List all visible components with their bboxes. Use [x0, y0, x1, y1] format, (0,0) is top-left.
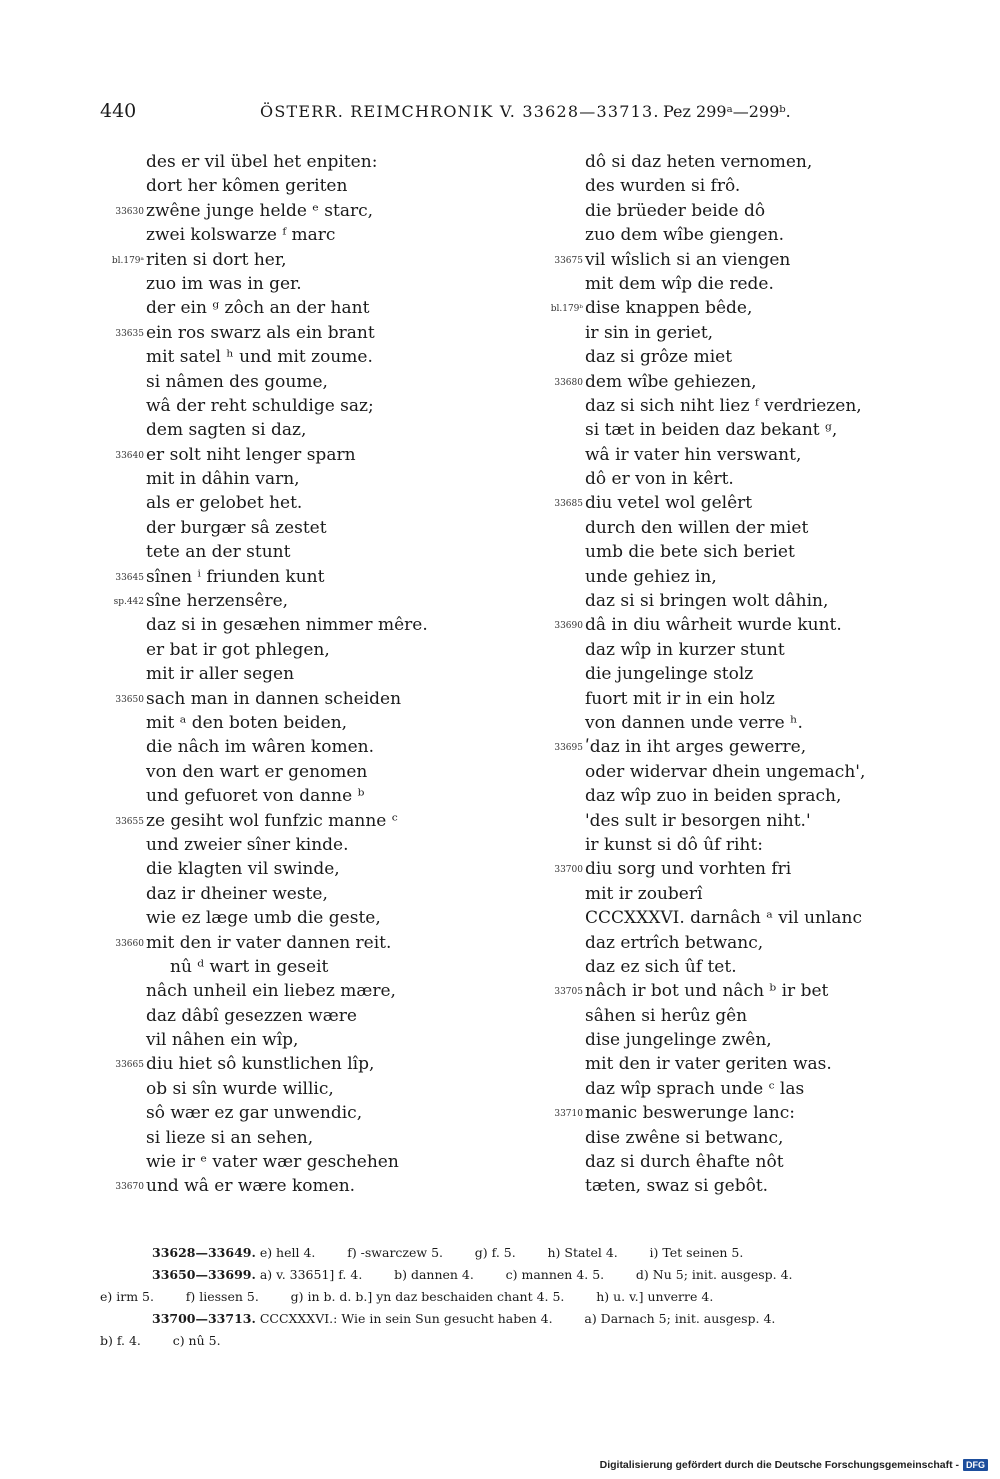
- line-marker: 33710: [554, 1109, 583, 1120]
- verse-text: mit dem wîp die rede.: [585, 273, 774, 294]
- line-marker: bl.179ᵃ: [111, 255, 144, 266]
- verse-text: mit den ir vater geriten was.: [585, 1054, 832, 1075]
- footnote-line: [100, 1330, 960, 1352]
- verse-text: manic beswerunge lanc:: [585, 1103, 795, 1124]
- footnote-range: 33650—33699.: [152, 1267, 256, 1282]
- footnote-text: CCCXXXVI.: Wie in sein Sun gesucht haben 4. a) Darnach 5; init. ausgesp. 4.: [259, 1311, 776, 1326]
- verse-text: daz ir dheiner weste,: [146, 883, 328, 904]
- verse-text: fuort mit ir in ein holz: [585, 688, 775, 709]
- line-marker: 33650: [115, 694, 144, 705]
- verse-line: [100, 1150, 540, 1174]
- verse-text: dise jungelinge zwên,: [585, 1030, 772, 1051]
- line-marker: 33635: [115, 328, 144, 339]
- verse-line: [545, 443, 965, 467]
- verse-line: [100, 1126, 540, 1150]
- verse-line: [545, 150, 965, 174]
- verse-text: mit ir zouberî: [585, 883, 703, 904]
- verse-line: [545, 516, 965, 540]
- verse-text: ʹdaz in iht arges gewerre,: [585, 737, 807, 758]
- funding-text: Digitalisierung gefördert durch die Deutsche Forschungsgemeinschaft -: [599, 1459, 959, 1471]
- verse-line: [100, 906, 540, 930]
- dfg-logo: DFG: [963, 1459, 988, 1471]
- line-marker: 33655: [115, 816, 144, 827]
- verse-text: des er vil übel het enpiten:: [146, 152, 378, 172]
- verse-line: [545, 296, 965, 320]
- verse-line: [100, 784, 540, 808]
- verse-text: von dannen unde verre ʰ.: [585, 712, 803, 733]
- right-text-column: [545, 150, 965, 1199]
- line-marker: bl.179ᵇ: [550, 304, 583, 315]
- verse-text: die jungelinge stolz: [585, 664, 754, 685]
- line-marker: 33670: [115, 1182, 144, 1193]
- line-marker: 33685: [554, 499, 583, 510]
- verse-line: [100, 979, 540, 1003]
- verse-text: dort her kômen geriten: [146, 176, 348, 197]
- verse-line: [100, 370, 540, 394]
- verse-line: [100, 589, 540, 613]
- verse-line: [100, 735, 540, 759]
- verse-line: [545, 735, 965, 759]
- verse-text: nû ᵈ wart in geseit: [170, 956, 329, 977]
- verse-line: [100, 199, 540, 223]
- footnote-text: b) f. 4. c) nû 5.: [100, 1333, 221, 1348]
- verse-text: ob si sîn wurde willic,: [146, 1078, 334, 1099]
- verse-line: [545, 589, 965, 613]
- verse-text: dem sagten si daz,: [146, 420, 307, 441]
- verse-line: [100, 321, 540, 345]
- verse-line: [100, 760, 540, 784]
- verse-line: [100, 833, 540, 857]
- verse-line: [545, 1028, 965, 1052]
- verse-text: dise zwêne si betwanc,: [585, 1127, 784, 1148]
- verse-text: daz ez sich ûf tet.: [585, 956, 737, 977]
- verse-line: [545, 540, 965, 564]
- verse-line: [545, 1126, 965, 1150]
- verse-text: daz dâbî gesezzen wære: [146, 1005, 357, 1026]
- verse-line: [100, 1028, 540, 1052]
- verse-text: sô wær ez gar unwendic,: [146, 1103, 363, 1124]
- verse-line: [545, 248, 965, 272]
- verse-text: dem wîbe gehiezen,: [585, 371, 757, 392]
- footnote-line: [100, 1308, 960, 1330]
- verse-text: des wurden si frô.: [585, 176, 741, 197]
- verse-line: [100, 809, 540, 833]
- verse-line: [545, 882, 965, 906]
- verse-text: ir sin in geriet,: [585, 322, 714, 343]
- left-text-column: [100, 150, 540, 1199]
- verse-text: daz wîp zuo in beiden sprach,: [585, 786, 842, 807]
- verse-text: daz si sich niht liez ᶠ verdriezen,: [585, 395, 862, 416]
- footnote-line: [100, 1286, 960, 1308]
- footnotes-apparatus: [100, 1242, 960, 1352]
- verse-text: dô si daz heten vernomen,: [585, 152, 813, 172]
- verse-line: [545, 955, 965, 979]
- verse-line: [100, 394, 540, 418]
- verse-text: mit in dâhin varn,: [146, 469, 300, 490]
- verse-line: [545, 370, 965, 394]
- verse-text: sînen ⁱ friunden kunt: [146, 566, 325, 587]
- verse-line: [100, 882, 540, 906]
- verse-line: [545, 565, 965, 589]
- verse-line: [545, 687, 965, 711]
- verse-text: daz wîp sprach unde ᶜ las: [585, 1078, 805, 1099]
- verse-text: mit satel ʰ und mit zoume.: [146, 347, 373, 368]
- line-marker: 33700: [554, 865, 583, 876]
- line-marker: 33665: [115, 1060, 144, 1071]
- footnote-line: [100, 1264, 960, 1286]
- verse-text: als er gelobet het.: [146, 493, 303, 514]
- verse-line: [545, 174, 965, 198]
- verse-line: [545, 1004, 965, 1028]
- verse-line: [100, 711, 540, 735]
- verse-text: mit ᵃ den boten beiden,: [146, 712, 348, 733]
- verse-line: [545, 1150, 965, 1174]
- verse-line: [100, 857, 540, 881]
- verse-line: [545, 613, 965, 637]
- verse-line: [100, 272, 540, 296]
- verse-text: riten si dort her,: [146, 249, 287, 270]
- verse-text: ir kunst si dô ûf riht:: [585, 834, 763, 855]
- line-marker: 33675: [554, 255, 583, 266]
- line-marker: 33640: [115, 450, 144, 461]
- verse-line: [545, 272, 965, 296]
- verse-line: [545, 394, 965, 418]
- funding-banner: [600, 1459, 988, 1471]
- verse-text: diu vetel wol gelêrt: [585, 493, 753, 514]
- verse-text: zwei kolswarze ᶠ marc: [146, 225, 336, 246]
- verse-text: sâhen si herûz gên: [585, 1005, 748, 1026]
- footnote-text: e) irm 5. f) liessen 5. g) in b. d. b.] yn daz beschaiden chant 4. 5. h) u. v.] unverre 4.: [100, 1289, 714, 1304]
- verse-text: dô er von in kêrt.: [585, 469, 734, 490]
- verse-text: zuo dem wîbe giengen.: [585, 225, 784, 246]
- verse-line: [100, 931, 540, 955]
- verse-line: [545, 809, 965, 833]
- verse-text: daz si in gesæhen nimmer mêre.: [146, 615, 428, 636]
- verse-text: wâ ir vater hin verswant,: [585, 444, 802, 465]
- verse-text: si tæt in beiden daz bekant ᵍ,: [585, 420, 838, 441]
- verse-line: [100, 540, 540, 564]
- line-marker: 33690: [554, 621, 583, 632]
- verse-text: und wâ er wære komen.: [146, 1176, 356, 1197]
- verse-line: [545, 491, 965, 515]
- verse-text: tæten, swaz si gebôt.: [585, 1176, 769, 1197]
- line-marker: 33695: [554, 743, 583, 754]
- verse-line: [545, 321, 965, 345]
- verse-text: ein ros swarz als ein brant: [146, 322, 375, 343]
- verse-line: [545, 833, 965, 857]
- verse-text: wie ir ᵉ vater wær geschehen: [146, 1152, 399, 1173]
- verse-line: [100, 1052, 540, 1076]
- footnote-range: 33628—33649.: [152, 1245, 256, 1260]
- verse-text: umb die bete sich beriet: [585, 542, 795, 563]
- verse-text: wie ez læge umb die geste,: [146, 908, 381, 929]
- verse-text: CCCXXXVI. darnâch ᵃ vil unlanc: [585, 908, 863, 929]
- footnote-range: 33700—33713.: [152, 1311, 256, 1326]
- line-marker: 33705: [554, 987, 583, 998]
- verse-text: oder widervar dhein ungemach',: [585, 761, 866, 782]
- verse-text: ze gesiht wol funfzic manne ᶜ: [146, 810, 398, 831]
- verse-line: [545, 1101, 965, 1125]
- verse-line: [100, 467, 540, 491]
- verse-text: zuo im was in ger.: [146, 273, 302, 294]
- line-marker: 33680: [554, 377, 583, 388]
- pez-reference: Pez 299ᵃ—299ᵇ.: [663, 102, 791, 121]
- verse-text: vil nâhen ein wîp,: [146, 1030, 299, 1051]
- verse-line: [100, 662, 540, 686]
- verse-line: [100, 1077, 540, 1101]
- line-marker: 33630: [115, 206, 144, 217]
- verse-line: [100, 1101, 540, 1125]
- verse-text: und zweier sîner kinde.: [146, 834, 349, 855]
- verse-text: der burgær sâ zestet: [146, 517, 327, 538]
- verse-line: [545, 418, 965, 442]
- verse-text: die klagten vil swinde,: [146, 859, 340, 880]
- page-number: 440: [100, 100, 137, 122]
- verse-line: [100, 565, 540, 589]
- verse-line: [545, 467, 965, 491]
- running-title: ÖSTERR. REIMCHRONIK V. 33628—33713.: [260, 102, 660, 121]
- verse-line: [545, 711, 965, 735]
- footnote-text: e) hell 4. f) -swarczew 5. g) f. 5. h) Statel 4. i) Tet seinen 5.: [259, 1245, 744, 1260]
- verse-text: sach man in dannen scheiden: [146, 688, 402, 709]
- verse-text: daz si grôze miet: [585, 347, 733, 368]
- verse-line: [545, 760, 965, 784]
- verse-text: dâ in diu wârheit wurde kunt.: [585, 615, 842, 636]
- verse-line: [545, 1077, 965, 1101]
- verse-text: zwêne junge helde ᵉ starc,: [146, 200, 374, 221]
- verse-text: und gefuoret von danne ᵇ: [146, 786, 365, 807]
- verse-line: [545, 199, 965, 223]
- verse-text: durch den willen der miet: [585, 517, 809, 538]
- verse-line: [100, 248, 540, 272]
- verse-text: wâ der reht schuldige saz;: [146, 395, 374, 416]
- verse-text: die brüeder beide dô: [585, 200, 766, 221]
- verse-text: die nâch im wâren komen.: [146, 737, 374, 758]
- verse-line: [545, 1052, 965, 1076]
- verse-line: [545, 1174, 965, 1198]
- page-header: [100, 100, 920, 126]
- verse-line: [100, 150, 540, 174]
- verse-line: [100, 418, 540, 442]
- verse-line: [100, 223, 540, 247]
- verse-text: si lieze si an sehen,: [146, 1127, 314, 1148]
- verse-text: daz ertrîch betwanc,: [585, 932, 764, 953]
- verse-line: [100, 174, 540, 198]
- verse-line: [100, 1004, 540, 1028]
- verse-line: [545, 638, 965, 662]
- verse-line: [100, 638, 540, 662]
- verse-text: nâch ir bot und nâch ᵇ ir bet: [585, 981, 829, 1002]
- verse-text: daz si durch êhafte nôt: [585, 1152, 784, 1173]
- verse-line: [545, 345, 965, 369]
- verse-line: [100, 955, 540, 979]
- verse-line: [100, 516, 540, 540]
- verse-line: [545, 857, 965, 881]
- verse-line: [100, 345, 540, 369]
- verse-text: von den wart er genomen: [146, 761, 368, 782]
- verse-text: daz si si bringen wolt dâhin,: [585, 591, 829, 612]
- verse-text: er bat ir got phlegen,: [146, 639, 330, 660]
- verse-line: [545, 662, 965, 686]
- verse-line: [100, 296, 540, 320]
- verse-line: [100, 687, 540, 711]
- line-marker: sp.442: [113, 597, 144, 608]
- verse-text: diu sorg und vorhten fri: [585, 859, 792, 880]
- verse-line: [545, 931, 965, 955]
- verse-text: der ein ᵍ zôch an der hant: [146, 298, 370, 319]
- verse-text: dise knappen bêde,: [585, 298, 753, 319]
- verse-text: mit den ir vater dannen reit.: [146, 932, 392, 953]
- verse-line: [100, 1174, 540, 1198]
- verse-text: sîne herzensêre,: [146, 591, 289, 612]
- line-marker: 33645: [115, 572, 144, 583]
- verse-line: [545, 979, 965, 1003]
- footnote-text: a) v. 33651] f. 4. b) dannen 4. c) mannen 4. 5. d) Nu 5; init. ausgesp. 4.: [259, 1267, 793, 1282]
- verse-text: daz wîp in kurzer stunt: [585, 639, 785, 660]
- line-marker: 33660: [115, 938, 144, 949]
- verse-text: tete an der stunt: [146, 542, 291, 563]
- verse-text: unde gehiez in,: [585, 566, 717, 587]
- verse-line: [545, 223, 965, 247]
- verse-line: [100, 613, 540, 637]
- verse-text: 'des sult ir besorgen niht.': [585, 810, 811, 831]
- verse-text: mit ir aller segen: [146, 664, 295, 685]
- verse-line: [545, 784, 965, 808]
- verse-text: vil wîslich si an viengen: [585, 249, 791, 270]
- verse-text: si nâmen des goume,: [146, 371, 328, 392]
- verse-text: er solt niht lenger sparn: [146, 444, 356, 465]
- verse-text: diu hiet sô kunstlichen lîp,: [146, 1054, 375, 1075]
- footnote-line: [100, 1242, 960, 1264]
- verse-line: [100, 491, 540, 515]
- verse-line: [545, 906, 965, 930]
- verse-line: [100, 443, 540, 467]
- verse-text: nâch unheil ein liebez mære,: [146, 981, 396, 1002]
